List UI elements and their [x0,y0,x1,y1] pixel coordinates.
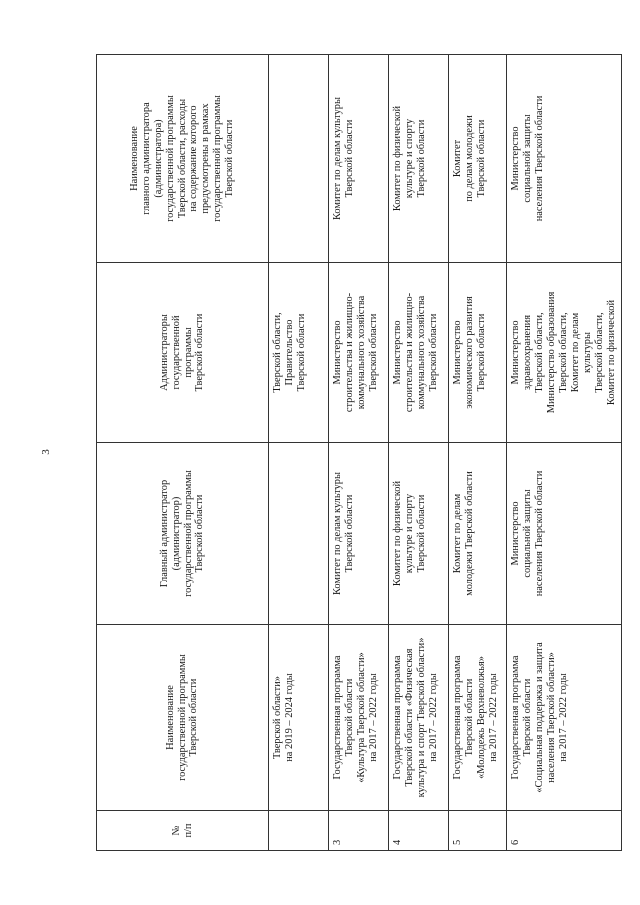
header-row [97,55,269,851]
header-program: Наименование государственной программы Тверской области [97,625,269,811]
program-name: Тверской области» на 2019 – 2024 годы [269,625,329,811]
program-name: Государственная программа Тверской области «Социальная поддержка и защита населения Тверской области» на 2017 – 2022 годы [507,625,622,811]
page-number: 3 [40,449,52,455]
header-chief-admin-name: Наименование главного администратора (администратора) государственной программы Тверской области, расходы на содержание которого предусмотрены в рамках государственной программы Тверской области [97,55,269,263]
chief-admin [269,443,329,625]
chief-admin: Министерство социальной защиты населения Тверской области [507,443,622,625]
program-name: Государственная программа Тверской области «Молодежь Верхневолжья» на 2017 – 2022 годы [449,625,507,811]
row-num [269,811,329,851]
rotated-page [60,0,640,905]
chief-admin-name [269,55,329,263]
row-num: 6 [507,811,622,851]
chief-admin-name: Комитет по делам молодежи Тверской области [449,55,507,263]
admins: Министерство строительства и жилищно- коммунального хозяйства Тверской области [389,263,449,443]
header-chief-admin: Главный администратор (администратор) государственной программы Тверской области [97,443,269,625]
table-row [269,55,329,851]
chief-admin: Комитет по делам культуры Тверской области [329,443,389,625]
chief-admin-name: Комитет по физической культуре и спорту Тверской области [389,55,449,263]
row-num: 5 [449,811,507,851]
chief-admin: Комитет по делам молодежи Тверской области [449,443,507,625]
row-num: 3 [329,811,389,851]
admins: Министерство здравоохранения Тверской области, Министерство образования Тверской области, Комитет по делам культуры Тверской области, Комитет по физической [507,263,622,443]
row-num: 4 [389,811,449,851]
programs-table [96,54,622,851]
chief-admin: Комитет по физической культуре и спорту Тверской области [389,443,449,625]
admins: Министерство экономического развития Тверской области [449,263,507,443]
program-name: Государственная программа Тверской области «Культура Тверской области» на 2017 – 2022 годы [329,625,389,811]
chief-admin-name: Комитет по делам культуры Тверской области [329,55,389,263]
table-row [507,55,622,851]
header-num: № п/п [97,811,269,851]
table-row [329,55,389,851]
table-row [449,55,507,851]
header-admins: Администраторы государственной программы Тверской области [97,263,269,443]
admins: Тверской области, Правительство Тверской области [269,263,329,443]
program-name: Государственная программа Тверской области «Физическая культура и спорт Тверской области» на 2017 – 2022 годы [389,625,449,811]
chief-admin-name: Министерство социальной защиты населения Тверской области [507,55,622,263]
admins: Министерство строительства и жилищно- коммунального хозяйства Тверской области [329,263,389,443]
table-row [389,55,449,851]
